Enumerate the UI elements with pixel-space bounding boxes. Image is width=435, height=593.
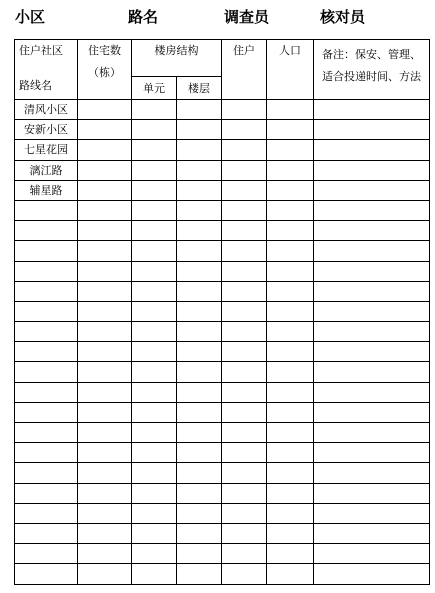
table-row xyxy=(15,342,430,362)
entry-cell[interactable] xyxy=(132,322,177,342)
entry-cell[interactable] xyxy=(314,180,430,200)
entry-cell[interactable] xyxy=(78,523,132,543)
entry-cell[interactable] xyxy=(132,402,177,422)
entry-cell[interactable] xyxy=(132,362,177,382)
entry-cell[interactable] xyxy=(222,261,267,281)
entry-cell[interactable] xyxy=(78,564,132,584)
table-row xyxy=(15,180,430,200)
entry-cell[interactable] xyxy=(267,423,314,443)
entry-cell[interactable] xyxy=(267,140,314,160)
table-row xyxy=(15,362,430,382)
entry-cell[interactable] xyxy=(78,483,132,503)
entry-cell[interactable] xyxy=(177,100,222,120)
entry-cell[interactable] xyxy=(267,443,314,463)
entry-cell[interactable] xyxy=(78,180,132,200)
route-name-cell[interactable] xyxy=(15,463,78,483)
entry-cell[interactable] xyxy=(314,382,430,402)
header-row-1 xyxy=(15,40,430,77)
entry-cell[interactable] xyxy=(267,564,314,584)
entry-cell[interactable] xyxy=(78,100,132,120)
entry-cell[interactable] xyxy=(222,160,267,180)
entry-cell[interactable] xyxy=(78,342,132,362)
route-name-cell[interactable] xyxy=(15,301,78,321)
entry-cell[interactable] xyxy=(267,281,314,301)
entry-cell[interactable] xyxy=(267,180,314,200)
entry-cell[interactable] xyxy=(267,200,314,220)
table-row xyxy=(15,100,430,120)
population-header: 人口 xyxy=(267,40,314,100)
entry-cell[interactable] xyxy=(222,362,267,382)
entry-cell[interactable] xyxy=(177,281,222,301)
entry-cell[interactable] xyxy=(177,402,222,422)
entry-cell[interactable] xyxy=(222,503,267,523)
entry-cell[interactable] xyxy=(78,443,132,463)
route-name-cell[interactable] xyxy=(15,322,78,342)
entry-cell[interactable] xyxy=(222,523,267,543)
route-name-cell[interactable] xyxy=(15,362,78,382)
entry-cell[interactable] xyxy=(222,423,267,443)
entry-cell[interactable] xyxy=(177,301,222,321)
floor-header: 楼层 xyxy=(177,77,222,100)
entry-cell[interactable] xyxy=(267,342,314,362)
header-field-surveyor: 调查员 xyxy=(224,8,270,26)
remark-label-line1: 备注：保安、管理、 xyxy=(322,48,421,61)
entry-cell[interactable] xyxy=(132,382,177,402)
route-name-cell[interactable] xyxy=(15,402,78,422)
route-name-cell[interactable] xyxy=(15,382,78,402)
structure-header: 楼房结构 xyxy=(132,40,222,77)
entry-cell[interactable] xyxy=(314,443,430,463)
entry-cell[interactable] xyxy=(314,261,430,281)
header-field-checker: 核对员 xyxy=(320,8,366,26)
entry-cell[interactable] xyxy=(78,362,132,382)
table-row xyxy=(15,382,430,402)
entry-cell[interactable] xyxy=(132,241,177,261)
entry-cell[interactable] xyxy=(222,322,267,342)
community-route-header xyxy=(15,40,78,100)
route-name-cell[interactable] xyxy=(15,523,78,543)
entry-cell[interactable] xyxy=(222,301,267,321)
entry-cell[interactable] xyxy=(314,342,430,362)
entry-cell[interactable] xyxy=(222,120,267,140)
route-name-cell[interactable]: 辅星路 xyxy=(15,180,78,200)
entry-cell[interactable] xyxy=(78,301,132,321)
entry-cell[interactable] xyxy=(314,301,430,321)
table-row xyxy=(15,301,430,321)
table-row xyxy=(15,523,430,543)
entry-cell[interactable] xyxy=(177,120,222,140)
entry-cell[interactable] xyxy=(177,160,222,180)
entry-cell[interactable] xyxy=(177,180,222,200)
entry-cell[interactable] xyxy=(267,463,314,483)
entry-cell[interactable] xyxy=(177,322,222,342)
entry-cell[interactable] xyxy=(222,180,267,200)
entry-cell[interactable] xyxy=(267,120,314,140)
entry-cell[interactable] xyxy=(132,503,177,523)
entry-cell[interactable] xyxy=(177,564,222,584)
entry-cell[interactable] xyxy=(222,200,267,220)
entry-cell[interactable] xyxy=(177,342,222,362)
entry-cell[interactable] xyxy=(222,241,267,261)
entry-cell[interactable] xyxy=(177,544,222,564)
community-label: 住户社区 xyxy=(19,44,63,57)
table-row xyxy=(15,544,430,564)
entry-cell[interactable] xyxy=(222,221,267,241)
entry-cell[interactable] xyxy=(267,160,314,180)
remark-label-line2: 适合投递时间、方法 xyxy=(322,70,421,83)
entry-cell[interactable] xyxy=(132,140,177,160)
entry-cell[interactable] xyxy=(177,382,222,402)
entry-cell[interactable] xyxy=(267,221,314,241)
entry-cell[interactable] xyxy=(132,200,177,220)
entry-cell[interactable] xyxy=(267,362,314,382)
entry-cell[interactable] xyxy=(222,140,267,160)
route-label: 路线名 xyxy=(19,79,52,92)
entry-cell[interactable] xyxy=(132,342,177,362)
entry-cell[interactable] xyxy=(132,523,177,543)
table-row xyxy=(15,200,430,220)
entry-cell[interactable] xyxy=(132,221,177,241)
entry-cell[interactable] xyxy=(132,463,177,483)
entry-cell[interactable] xyxy=(132,423,177,443)
entry-cell[interactable] xyxy=(222,281,267,301)
entry-cell[interactable] xyxy=(78,503,132,523)
entry-cell[interactable] xyxy=(132,160,177,180)
entry-cell[interactable] xyxy=(314,200,430,220)
entry-cell[interactable] xyxy=(314,564,430,584)
entry-cell[interactable] xyxy=(314,423,430,443)
table-row xyxy=(15,483,430,503)
entry-cell[interactable] xyxy=(177,241,222,261)
entry-cell[interactable] xyxy=(177,200,222,220)
entry-cell[interactable] xyxy=(267,100,314,120)
entry-cell[interactable] xyxy=(177,503,222,523)
houses-unit-label: （栋） xyxy=(88,66,121,79)
entry-cell[interactable] xyxy=(314,221,430,241)
entry-cell[interactable] xyxy=(132,301,177,321)
entry-cell[interactable] xyxy=(177,261,222,281)
entry-cell[interactable] xyxy=(314,100,430,120)
table-row xyxy=(15,443,430,463)
entry-cell[interactable] xyxy=(314,160,430,180)
route-name-cell[interactable]: 安新小区 xyxy=(15,120,78,140)
households-header: 住户 xyxy=(222,40,267,100)
route-name-cell[interactable] xyxy=(15,342,78,362)
entry-cell[interactable] xyxy=(78,120,132,140)
route-name-cell[interactable] xyxy=(15,503,78,523)
entry-cell[interactable] xyxy=(78,200,132,220)
form-header xyxy=(0,6,435,30)
entry-cell[interactable] xyxy=(222,382,267,402)
entry-cell[interactable] xyxy=(314,523,430,543)
table-row xyxy=(15,140,430,160)
entry-cell[interactable] xyxy=(314,322,430,342)
route-name-cell[interactable] xyxy=(15,200,78,220)
entry-cell[interactable] xyxy=(314,402,430,422)
entry-cell[interactable] xyxy=(177,463,222,483)
entry-cell[interactable] xyxy=(177,140,222,160)
entry-cell[interactable] xyxy=(78,221,132,241)
entry-cell[interactable] xyxy=(132,261,177,281)
entry-cell[interactable] xyxy=(132,443,177,463)
entry-cell[interactable] xyxy=(78,241,132,261)
entry-cell[interactable] xyxy=(177,423,222,443)
entry-cell[interactable] xyxy=(78,281,132,301)
entry-cell[interactable] xyxy=(78,160,132,180)
entry-cell[interactable] xyxy=(132,120,177,140)
entry-cell[interactable] xyxy=(314,140,430,160)
entry-cell[interactable] xyxy=(267,523,314,543)
entry-cell[interactable] xyxy=(222,443,267,463)
entry-cell[interactable] xyxy=(78,463,132,483)
entry-cell[interactable] xyxy=(78,382,132,402)
entry-cell[interactable] xyxy=(132,180,177,200)
entry-cell[interactable] xyxy=(314,463,430,483)
entry-cell[interactable] xyxy=(132,281,177,301)
entry-cell[interactable] xyxy=(132,100,177,120)
entry-cell[interactable] xyxy=(132,564,177,584)
entry-cell[interactable] xyxy=(267,241,314,261)
table-row xyxy=(15,322,430,342)
header-field-road: 路名 xyxy=(128,8,159,26)
entry-cell[interactable] xyxy=(177,443,222,463)
route-name-cell[interactable]: 漓江路 xyxy=(15,160,78,180)
houses-header xyxy=(78,40,132,100)
entry-cell[interactable] xyxy=(78,544,132,564)
route-name-cell[interactable]: 清风小区 xyxy=(15,100,78,120)
route-name-cell[interactable] xyxy=(15,261,78,281)
unit-header: 单元 xyxy=(132,77,177,100)
houses-label: 住宅数 xyxy=(88,44,121,57)
entry-cell[interactable] xyxy=(267,503,314,523)
remark-header xyxy=(314,40,430,100)
entry-cell[interactable] xyxy=(177,483,222,503)
route-name-cell[interactable] xyxy=(15,221,78,241)
entry-cell[interactable] xyxy=(267,483,314,503)
entry-cell[interactable] xyxy=(78,140,132,160)
entry-cell[interactable] xyxy=(314,544,430,564)
entry-cell[interactable] xyxy=(222,564,267,584)
route-name-cell[interactable]: 七星花园 xyxy=(15,140,78,160)
entry-cell[interactable] xyxy=(267,382,314,402)
route-name-cell[interactable] xyxy=(15,544,78,564)
entry-cell[interactable] xyxy=(78,423,132,443)
entry-cell[interactable] xyxy=(222,483,267,503)
entry-cell[interactable] xyxy=(314,483,430,503)
entry-cell[interactable] xyxy=(132,544,177,564)
table-row xyxy=(15,241,430,261)
table-row xyxy=(15,423,430,443)
header-field-community: 小区 xyxy=(15,8,46,26)
route-name-cell[interactable] xyxy=(15,564,78,584)
entry-cell[interactable] xyxy=(267,322,314,342)
table-row xyxy=(15,160,430,180)
entry-cell[interactable] xyxy=(222,544,267,564)
entry-cell[interactable] xyxy=(267,301,314,321)
entry-cell[interactable] xyxy=(267,402,314,422)
table-row xyxy=(15,281,430,301)
table-row xyxy=(15,463,430,483)
entry-cell[interactable] xyxy=(222,100,267,120)
route-name-cell[interactable] xyxy=(15,443,78,463)
table-row xyxy=(15,402,430,422)
table-row xyxy=(15,564,430,584)
entry-cell[interactable] xyxy=(132,483,177,503)
route-name-cell[interactable] xyxy=(15,483,78,503)
table-row xyxy=(15,221,430,241)
route-name-cell[interactable] xyxy=(15,281,78,301)
entry-cell[interactable] xyxy=(177,221,222,241)
route-name-cell[interactable] xyxy=(15,423,78,443)
entry-cell[interactable] xyxy=(177,523,222,543)
entry-cell[interactable] xyxy=(314,120,430,140)
entry-cell[interactable] xyxy=(177,362,222,382)
entry-cell[interactable] xyxy=(314,241,430,261)
entry-cell[interactable] xyxy=(267,261,314,281)
entry-cell[interactable] xyxy=(78,402,132,422)
table-row xyxy=(15,503,430,523)
entry-cell[interactable] xyxy=(78,261,132,281)
entry-cell[interactable] xyxy=(314,281,430,301)
entry-cell[interactable] xyxy=(222,402,267,422)
survey-table xyxy=(14,39,430,585)
entry-cell[interactable] xyxy=(267,544,314,564)
route-name-cell[interactable] xyxy=(15,241,78,261)
entry-cell[interactable] xyxy=(314,362,430,382)
entry-cell[interactable] xyxy=(314,503,430,523)
entry-cell[interactable] xyxy=(78,322,132,342)
table-row xyxy=(15,120,430,140)
table-row xyxy=(15,261,430,281)
entry-cell[interactable] xyxy=(222,463,267,483)
entry-cell[interactable] xyxy=(222,342,267,362)
